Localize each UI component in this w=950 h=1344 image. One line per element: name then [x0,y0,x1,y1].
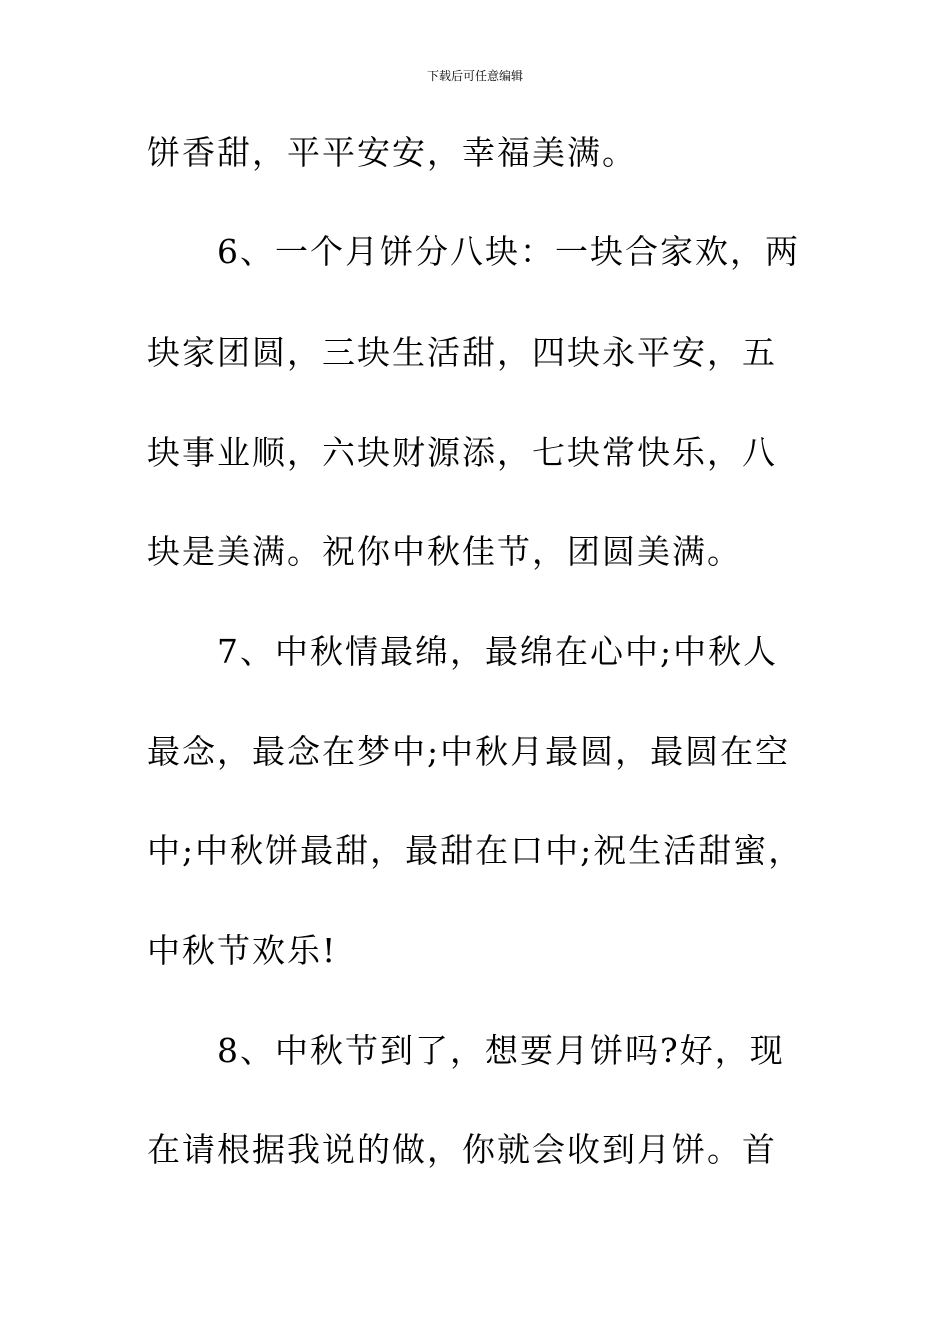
body-line: 中秋节欢乐! [147,931,338,970]
body-line: 饼香甜，平平安安，幸福美满。 [147,133,637,172]
body-line: 7、中秋情最绵，最绵在心中;中秋人 [217,632,779,671]
body-line: 6、一个月饼分八块：一块合家欢，两 [217,232,800,271]
body-line: 块事业顺，六块财源添，七块常快乐，八 [147,433,777,472]
body-line: 中;中秋饼最甜，最甜在口中;祝生活甜蜜， [147,831,804,870]
header-note: 下载后可任意编辑 [426,69,523,83]
body-line: 块是美满。祝你中秋佳节，团圆美满。 [147,532,742,571]
body-line: 块家团圆，三块生活甜，四块永平安，五 [147,333,777,372]
body-line: 最念，最念在梦中;中秋月最圆，最圆在空 [147,732,791,771]
body-line: 8、中秋节到了，想要月饼吗?好，现 [217,1031,785,1070]
body-line: 在请根据我说的做，你就会收到月饼。首 [147,1130,777,1169]
